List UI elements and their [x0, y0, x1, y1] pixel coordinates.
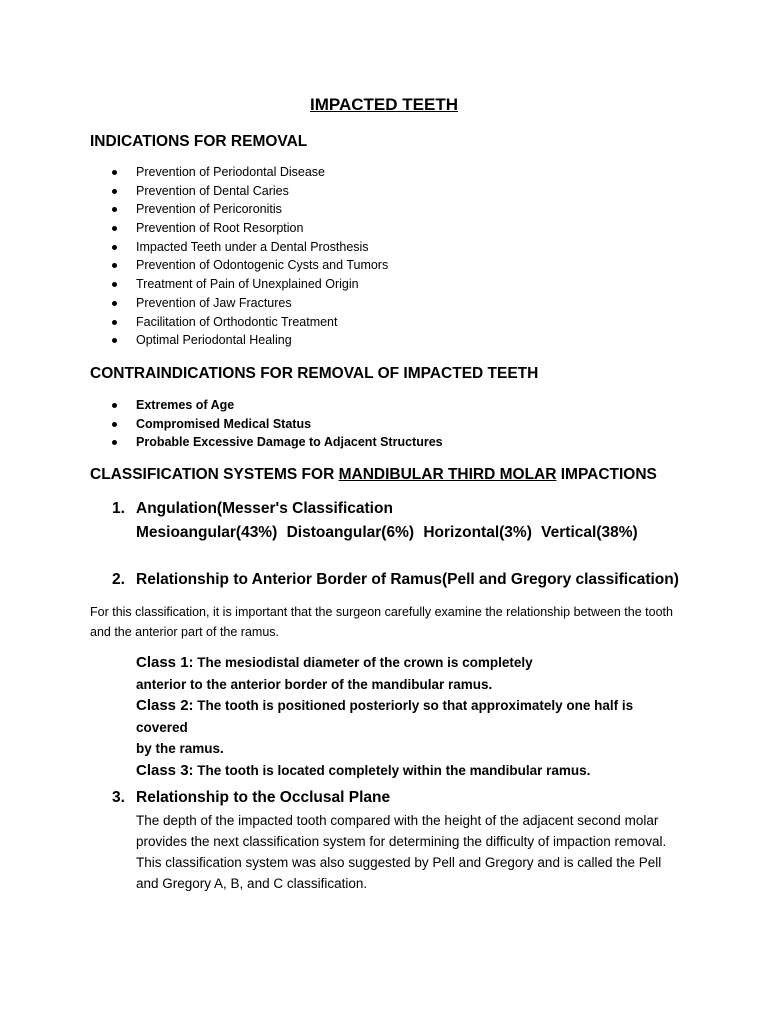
angulation-values: Mesioangular(43%) Distoangular(6%) Horizontal(3%) Vertical(38%) — [136, 524, 638, 541]
contraindications-list — [110, 396, 443, 452]
bullet-icon — [112, 301, 117, 306]
list-item: Prevention of Root Resorption — [110, 219, 388, 238]
class-1: Class 1: The mesiodistal diameter of the crown is completely — [136, 654, 533, 671]
list-item: Prevention of Dental Caries — [110, 182, 388, 201]
class-1-cont: anterior to the anterior border of the mandibular ramus. — [136, 676, 493, 692]
classification-heading: CLASSIFICATION SYSTEMS FOR MANDIBULAR THIRD MOLAR IMPACTIONS — [90, 466, 657, 483]
bullet-icon — [112, 207, 117, 212]
bullet-icon — [112, 403, 117, 408]
classification-item-3: 3. Relationship to the Occlusal Plane — [112, 789, 391, 806]
list-item: Prevention of Jaw Fractures — [110, 294, 388, 313]
contraindications-heading: CONTRAINDICATIONS FOR REMOVAL OF IMPACTED TEETH — [90, 365, 539, 382]
heading-underlined-term: MANDIBULAR THIRD MOLAR — [338, 466, 557, 483]
classification-intro: For this classification, it is important that the surgeon carefully examine the relationship between the tooth and the anterior part of the ramus. — [90, 605, 673, 639]
list-item: Prevention of Pericoronitis — [110, 200, 388, 219]
classification-item-2: 2. Relationship to Anterior Border of Ramus(Pell and Gregory classification) — [112, 571, 679, 588]
class-2: Class 2: The tooth is positioned posteriorly so that approximately one half is covered — [136, 697, 634, 735]
bullet-icon — [112, 282, 117, 287]
bullet-icon — [112, 263, 117, 268]
page-title: IMPACTED TEETH — [310, 95, 458, 114]
class-2-cont: by the ramus. — [136, 741, 224, 756]
list-item: Probable Excessive Damage to Adjacent Structures — [110, 433, 443, 452]
indications-list — [110, 163, 388, 350]
bullet-icon — [112, 189, 117, 194]
bullet-icon — [112, 440, 117, 445]
list-item: Facilitation of Orthodontic Treatment — [110, 313, 388, 332]
list-item: Treatment of Pain of Unexplained Origin — [110, 275, 388, 294]
list-item: Prevention of Periodontal Disease — [110, 163, 388, 182]
bullet-icon — [112, 320, 117, 325]
bullet-icon — [112, 422, 117, 427]
list-item: Compromised Medical Status — [110, 415, 443, 434]
class-3: Class 3: The tooth is located completely within the mandibular ramus. — [136, 761, 591, 779]
list-item: Impacted Teeth under a Dental Prosthesis — [110, 238, 388, 257]
bullet-icon — [112, 226, 117, 231]
list-item: Extremes of Age — [110, 396, 443, 415]
indications-heading: INDICATIONS FOR REMOVAL — [90, 133, 308, 150]
classification-item-1: 1. Angulation(Messer's Classification — [112, 500, 393, 517]
class-descriptions — [136, 652, 681, 781]
bullet-icon — [112, 170, 117, 175]
bullet-icon — [112, 338, 117, 343]
bullet-icon — [112, 245, 117, 250]
occlusal-plane-text: The depth of the impacted tooth compared with the height of the adjacent second molar provides the next classification system for determining the difficulty of impaction removal. This classification system was also suggested by Pell and Gregory and is called the Pell and Gregory A, B, and C classification. — [136, 813, 667, 891]
list-item: Prevention of Odontogenic Cysts and Tumors — [110, 256, 388, 275]
list-item: Optimal Periodontal Healing — [110, 331, 388, 350]
